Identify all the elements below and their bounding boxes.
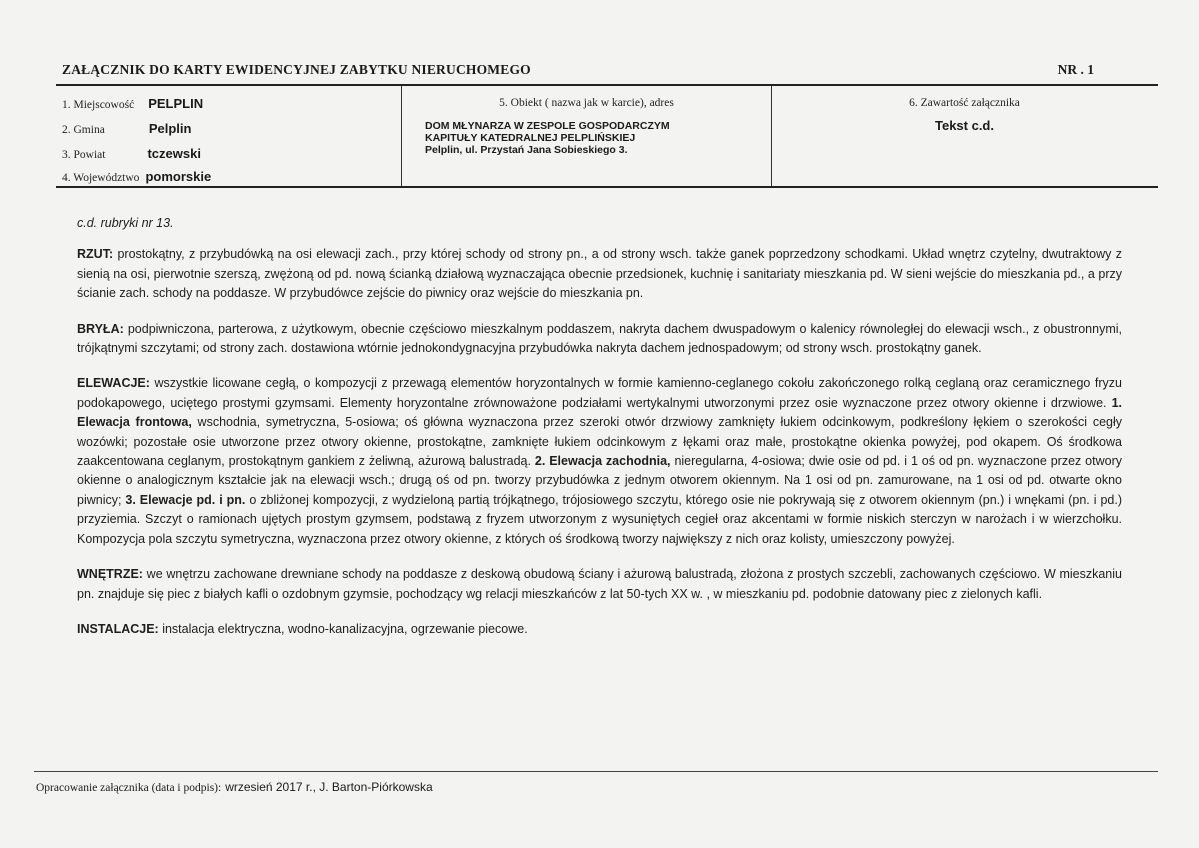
subsection-heading: 2. Elewacja zachodnia, [534,454,671,469]
content-caption: 6. Zawartość załącznika [909,97,1020,109]
section-heading: BRYŁA: [77,321,124,336]
footer-label: Opracowanie załącznika (data i podpis): [36,782,222,794]
document-number: NR . 1 [1057,62,1094,77]
field-label: 4. Województwo [62,172,140,184]
subsection-heading: 3. Elewacje pd. i pn. [125,492,246,507]
section-instalacje [77,620,1122,639]
intro-line: c.d. rubryki nr 13. [77,216,174,230]
field-label: 2. Gmina [62,124,105,136]
section-text: o zbliżonej kompozycji, z wydzieloną partią trójkątnego, trójosiowego szczytu, którego osie nie pokrywają się z otworem okiennym (pn.) i wnękami (pn. i pd.) przyziemia. Szczyt o ramionach ujętych prostym gzymsem, podstawą z fryzem utworzonym z wysuniętych cegieł oraz akcentami w formie niskich sterczyn w narożach i w wierzchołku. Kompozycja pola szczytu symetryczna, wyznaczona przez otwory okienne, z których oś środkową tworzy największy z nich oraz kolisty, umieszczony powyżej. [77,492,1122,546]
header-bottom-divider [56,186,1158,188]
field-miejscowosc [62,96,203,111]
section-heading: ELEWACJE: [77,376,150,391]
object-caption: 5. Obiekt ( nazwa jak w karcie), adres [499,97,674,109]
document-title: ZAŁĄCZNIK DO KARTY EWIDENCYJNEJ ZABYTKU NIERUCHOMEGO [62,62,531,77]
section-heading: RZUT: [77,247,114,262]
object-address-line: Pelplin, ul. Przystań Jana Sobieskiego 3. [425,144,628,156]
field-label: 3. Powiat [62,149,106,161]
section-text: wszystkie licowane cegłą, o kompozycji z przewagą elementów horyzontalnych w formie kamienno-ceglanego cokołu zakończonego rolką ceglaną oraz ceramicznego fryzu podokapowego, uciętego prostymi gzymsami. Elementy horyzontalne zrównoważone podziałami wertykalnymi utworzonymi przez osie wyznaczone przez otwory okienne i drzwiowe. [77,376,1122,410]
field-value: pomorskie [145,169,212,184]
section-text: we wnętrzu zachowane drewniane schody na poddasze z deskową obudową ściany i ażurową balustradą, złożona z prostych szczebli, zachowanych częściowo. W mieszkaniu pn. znajduje się piec z białych kafli o ozdobnym gzymsie, pochodzący wg relacji mieszkańców z lat 50-tych XX w. , w mieszkaniu pd. podobnie datowany piec z zielonych kafli. [77,567,1122,601]
section-heading: INSTALACJE: [77,621,159,636]
footer-divider [34,771,1158,772]
section-rzut [77,245,1122,303]
object-address [425,120,670,156]
section-heading: WNĘTRZE: [77,567,143,582]
field-wojewodztwo [62,169,211,184]
content-value: Tekst c.d. [934,118,994,133]
field-label: 1. Miejscowość [62,99,135,111]
field-value: PELPLIN [148,96,204,111]
field-powiat [62,146,201,161]
section-text: podpiwniczona, parterowa, z użytkowym, obecnie częściowo mieszkalnym poddaszem, nakryta dachem dwuspadowym o kalenicy równoległej do elewacji wsch., z obustronnymi, trójkątnymi szczytami; od strony zach. dostawiona wtórnie jednokondygnacyjna przybudówka nakryta dachem jednospadowym; od strony wsch. prostokątny ganek. [77,321,1122,356]
field-value: tczewski [147,146,201,161]
section-text: wschodnia, symetryczna, 5-osiowa; oś główna wyznaczona przez szeroki otwór drzwiowy zamknięty łukiem odcinkowym, podkreślony łękiem o szerokości cegły wozówki; pozostałe osie utworzone przez otwory okienne, prostokątne, zamknięte łukiem odcinkowym z łękami oraz małe, prostokątne okienka powyżej, pod okapem. Oś środkowa zaakcentowana ceglanym, prostokątnym gankiem z żeliwną, ażurową balustradą. [77,415,1123,469]
footer-signature: wrzesień 2017 r., J. Barton-Piórkowska [225,780,433,794]
section-bryla [77,320,1122,359]
section-text: nieregularna, 4-osiowa; dwie osie od pd. i 1 oś od pn. wyznaczone przez otwory okienne o analogicznym kształcie jak na elewacji wsch.; drugą oś od pn. tworzy przybudówka z jednym otworem okiennym. Na 1 osi od pn. zamurowane, na 1 osi od pd. otwarte okno piwnicy; [77,454,1122,507]
section-text: prostokątny, z przybudówką na osi elewacji zach., przy której schody od strony pn., a od strony wsch. także ganek poprzedzony schodkami. Układ wnętrz czytelny, dwutraktowy z sienią na osi, pierwotnie szerszą, zwężoną od pd. nową ścianką działową wyznaczająca obecnie przedsionek, kuchnię i sanitariaty mieszkania pd. W sieni wejście do mieszkania pd., a przy ścianie zach. schody na poddasze. W przybudówce zejście do piwnicy oraz wejście do mieszkania pn. [77,247,1122,301]
section-text: instalacja elektryczna, wodno-kanalizacyjna, ogrzewanie piecowe. [158,621,528,636]
object-name-line-2: KAPITUŁY KATEDRALNEJ PELPLIŃSKIEJ [425,132,636,144]
description-body [77,214,1122,655]
object-name-line-1: DOM MŁYNARZA W ZESPOLE GOSPODARCZYM [425,120,670,132]
section-wnetrze [77,565,1122,604]
subsection-heading: 1. Elewacja frontowa, [77,395,1122,430]
top-divider [56,84,1158,86]
field-gmina [62,121,191,136]
footer [36,780,433,794]
field-value: Pelplin [148,121,192,136]
section-elewacje [77,374,1122,549]
